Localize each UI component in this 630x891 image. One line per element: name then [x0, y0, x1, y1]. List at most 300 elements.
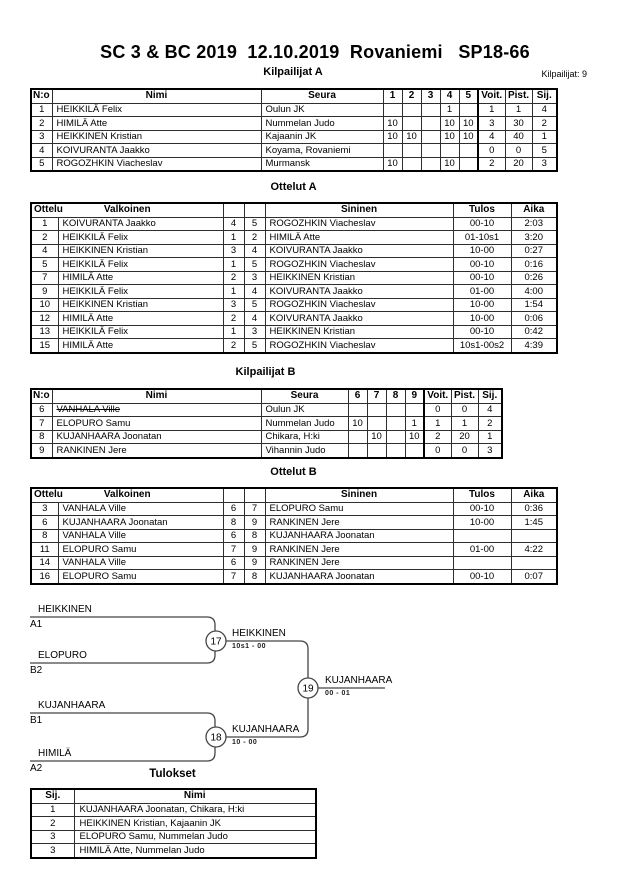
column-header: Aika: [511, 203, 557, 217]
table-cell: 3: [478, 117, 505, 131]
column-header: N:o: [31, 89, 52, 103]
table-cell: 12: [31, 312, 58, 326]
table-cell: RANKINEN Jere: [265, 556, 453, 570]
table-cell: 20: [451, 430, 478, 444]
table-cell: 9: [244, 543, 265, 557]
table-cell: [386, 403, 405, 417]
table-cell: 13: [31, 325, 58, 339]
table-cell: 10: [440, 130, 459, 144]
table-cell: 15: [31, 339, 58, 353]
column-header: 8: [386, 389, 405, 403]
table-cell: [402, 144, 421, 158]
table-cell: 00-10: [453, 502, 511, 516]
column-header: N:o: [31, 389, 52, 403]
table-cell: 6: [31, 516, 58, 530]
table-cell: 1: [451, 417, 478, 431]
table-cell: 1: [31, 103, 52, 117]
table-cell: 0:07: [511, 570, 557, 584]
table-cell: 2: [478, 157, 505, 171]
table-cell: 7: [223, 570, 244, 584]
table-cell: 30: [505, 117, 532, 131]
kilpailijat-a-table: [30, 88, 558, 172]
table-row: [31, 231, 557, 245]
bracket-winner-name: KUJANHAARA: [325, 675, 393, 686]
table-cell: 6: [223, 556, 244, 570]
table-cell: ROGOZHKIN Viacheslav: [265, 217, 453, 231]
medal-bracket: [25, 593, 445, 788]
table-cell: 4:22: [511, 543, 557, 557]
bracket-seed-label: A2: [30, 763, 43, 774]
table-cell: 8: [31, 430, 52, 444]
header-row: [31, 389, 502, 403]
table-cell: KUJANHAARA Joonatan: [58, 516, 223, 530]
column-header: Valkoinen: [103, 204, 151, 216]
page-title: SC 3 & BC 2019 12.10.2019 Rovaniemi SP18-66: [100, 42, 530, 62]
table-cell: 6: [223, 502, 244, 516]
table-cell: 1: [223, 285, 244, 299]
table-cell: KOIVURANTA Jaakko: [265, 285, 453, 299]
table-row: [31, 325, 557, 339]
table-cell: VANHALA Ville: [58, 502, 223, 516]
table-cell: 0: [478, 144, 505, 158]
table-cell: HEIKKILÄ Felix: [58, 285, 223, 299]
column-header: Aika: [511, 488, 557, 502]
table-cell: ELOPURO Samu: [52, 417, 261, 431]
table-cell: 10-00: [453, 516, 511, 530]
table-cell: HEIKKILÄ Felix: [58, 231, 223, 245]
bracket-seed-label: A1: [30, 619, 43, 630]
table-cell: 0:42: [511, 325, 557, 339]
table-row: [31, 157, 557, 171]
table-cell: 4: [244, 244, 265, 258]
competitors-count: Kilpailijat: 9: [541, 69, 587, 79]
bracket-slot-name: HEIKKINEN: [38, 604, 92, 615]
ottelut-b-body: [31, 502, 557, 584]
table-cell: 10: [31, 298, 58, 312]
column-header: 6: [348, 389, 367, 403]
table-cell: KOIVURANTA Jaakko: [58, 217, 223, 231]
table-cell: [453, 556, 511, 570]
table-cell: 1: [31, 217, 58, 231]
table-cell: 00-10: [453, 271, 511, 285]
table-cell: KOIVURANTA Jaakko: [265, 244, 453, 258]
table-cell: [367, 444, 386, 458]
table-cell: 2: [244, 231, 265, 245]
table-cell: [383, 103, 402, 117]
bracket-lines: [25, 593, 445, 788]
table-cell: HIMILÄ Atte: [265, 231, 453, 245]
table-cell: [511, 529, 557, 543]
table-cell: KUJANHAARA Joonatan: [265, 529, 453, 543]
table-cell: Chikara, H:ki: [261, 430, 348, 444]
table-cell: 4: [31, 244, 58, 258]
table-cell: 5: [244, 258, 265, 272]
table-cell: 6: [31, 403, 52, 417]
match-number: 18: [210, 732, 222, 744]
table-cell: 9: [31, 444, 52, 458]
table-cell: [459, 144, 478, 158]
table-cell: 3:20: [511, 231, 557, 245]
table-cell: [367, 417, 386, 431]
table-cell: ELOPURO Samu, Nummelan Judo: [74, 830, 316, 844]
table-cell: Nummelan Judo: [261, 417, 348, 431]
table-cell: 7: [31, 417, 52, 431]
table-cell: VANHALA Ville: [52, 403, 261, 417]
table-row: [31, 830, 316, 844]
table-cell: ROGOZHKIN Viacheslav: [265, 298, 453, 312]
table-cell: [383, 144, 402, 158]
table-cell: 3: [31, 844, 74, 858]
table-row: [31, 543, 557, 557]
table-row: [31, 217, 557, 231]
section-title-kilpailijat-b: Kilpailijat B: [235, 366, 296, 378]
table-cell: HIMILÄ Atte, Nummelan Judo: [74, 844, 316, 858]
table-cell: 0: [451, 444, 478, 458]
table-cell: 01-00: [453, 285, 511, 299]
table-cell: 2: [478, 417, 502, 431]
table-cell: 7: [31, 271, 58, 285]
column-header: [223, 203, 244, 217]
kilpailijat-b-table: [30, 388, 503, 459]
table-cell: HEIKKINEN Kristian: [58, 298, 223, 312]
table-row: [31, 244, 557, 258]
column-header: [223, 488, 244, 502]
table-cell: [402, 157, 421, 171]
table-cell: HIMILÄ Atte: [58, 271, 223, 285]
bracket-seed-label: B2: [30, 665, 43, 676]
column-header: 3: [421, 89, 440, 103]
table-cell: 0: [505, 144, 532, 158]
table-cell: 14: [31, 556, 58, 570]
bracket-slot-name: KUJANHAARA: [38, 700, 106, 711]
table-cell: [348, 430, 367, 444]
table-cell: 4: [244, 285, 265, 299]
table-cell: 2: [31, 117, 52, 131]
column-header: Seura: [261, 389, 348, 403]
table-cell: 3: [532, 157, 557, 171]
kilpailijat-b-body: [31, 403, 502, 458]
table-cell: 0:06: [511, 312, 557, 326]
column-header: 4: [440, 89, 459, 103]
table-row: [31, 803, 316, 817]
table-cell: [421, 130, 440, 144]
table-cell: 10: [383, 157, 402, 171]
table-cell: [421, 117, 440, 131]
column-header: Sij.: [532, 89, 557, 103]
table-cell: 10: [440, 117, 459, 131]
table-cell: 1: [478, 430, 502, 444]
table-cell: HEIKKINEN Kristian: [265, 271, 453, 285]
table-cell: ELOPURO Samu: [58, 570, 223, 584]
table-cell: 0: [424, 444, 451, 458]
table-cell: [421, 157, 440, 171]
table-cell: 00-10: [453, 325, 511, 339]
table-cell: HEIKKINEN Kristian, Kajaanin JK: [74, 817, 316, 831]
table-cell: [386, 444, 405, 458]
table-cell: RANKINEN Jere: [265, 543, 453, 557]
table-cell: 10-00: [453, 312, 511, 326]
table-cell: HIMILÄ Atte: [52, 117, 261, 131]
table-cell: 10: [459, 117, 478, 131]
table-cell: HEIKKINEN Kristian: [265, 325, 453, 339]
table-cell: [421, 144, 440, 158]
table-cell: 2: [223, 312, 244, 326]
table-cell: 4: [478, 403, 502, 417]
table-cell: [402, 103, 421, 117]
table-cell: 11: [31, 543, 58, 557]
table-cell: 4: [478, 130, 505, 144]
kilpailijat-a-body: [31, 103, 557, 171]
table-cell: 3: [244, 325, 265, 339]
table-row: [31, 430, 502, 444]
table-cell: 7: [223, 543, 244, 557]
table-cell: ELOPURO Samu: [265, 502, 453, 516]
table-cell: 1: [405, 417, 424, 431]
table-cell: [459, 157, 478, 171]
header-row: [31, 488, 557, 502]
ottelut-b-table: [30, 487, 558, 585]
table-row: [31, 556, 557, 570]
table-row: [31, 339, 557, 353]
bracket-match-score: 10 - 00: [232, 739, 258, 746]
column-header-group: [31, 488, 223, 502]
table-cell: 20: [505, 157, 532, 171]
table-cell: 9: [244, 516, 265, 530]
table-row: [31, 444, 502, 458]
table-row: [31, 271, 557, 285]
column-header: [244, 203, 265, 217]
table-cell: 1: [532, 130, 557, 144]
table-cell: 5: [31, 258, 58, 272]
column-header: Ottelu: [34, 204, 63, 215]
table-cell: 10: [405, 430, 424, 444]
table-cell: 9: [244, 556, 265, 570]
table-cell: Vihannin Judo: [261, 444, 348, 458]
table-cell: 8: [31, 529, 58, 543]
table-row: [31, 130, 557, 144]
column-header: [244, 488, 265, 502]
column-header: Pist.: [451, 389, 478, 403]
table-cell: 0: [451, 403, 478, 417]
table-row: [31, 516, 557, 530]
table-cell: [386, 417, 405, 431]
table-cell: KUJANHAARA Joonatan: [265, 570, 453, 584]
column-header: Pist.: [505, 89, 532, 103]
table-cell: [421, 103, 440, 117]
section-title-kilpailijat-a: Kilpailijat A: [263, 66, 323, 78]
column-header: Sij.: [478, 389, 502, 403]
table-cell: 1: [440, 103, 459, 117]
table-cell: KOIVURANTA Jaakko: [52, 144, 261, 158]
bracket-slot-name: HIMILÄ: [38, 748, 72, 759]
table-cell: 2: [223, 271, 244, 285]
table-cell: 2:03: [511, 217, 557, 231]
table-cell: 2: [223, 339, 244, 353]
table-cell: 1:54: [511, 298, 557, 312]
table-cell: 10: [367, 430, 386, 444]
bracket-match-score: 10s1 - 00: [232, 643, 267, 650]
table-cell: 00-10: [453, 570, 511, 584]
table-cell: 10: [402, 130, 421, 144]
table-cell: [405, 444, 424, 458]
table-row: [31, 502, 557, 516]
table-cell: 3: [31, 830, 74, 844]
table-cell: 0:36: [511, 502, 557, 516]
table-cell: 16: [31, 570, 58, 584]
table-cell: RANKINEN Jere: [265, 516, 453, 530]
table-cell: [402, 117, 421, 131]
table-cell: Murmansk: [261, 157, 383, 171]
bracket-match-score: 00 - 01: [325, 690, 351, 697]
table-cell: 1: [223, 258, 244, 272]
table-cell: 2: [31, 817, 74, 831]
column-header: Voit.: [478, 89, 505, 103]
table-row: [31, 312, 557, 326]
table-cell: 10-00: [453, 298, 511, 312]
table-cell: 8: [223, 516, 244, 530]
bracket-slot-name: ELOPURO: [38, 650, 87, 661]
table-cell: ROGOZHKIN Viacheslav: [52, 157, 261, 171]
table-cell: VANHALA Ville: [58, 529, 223, 543]
column-header: Valkoinen: [103, 489, 151, 501]
table-cell: 5: [31, 157, 52, 171]
table-cell: 1: [478, 103, 505, 117]
table-row: [31, 285, 557, 299]
header-row: [31, 789, 316, 803]
table-cell: 1: [424, 417, 451, 431]
column-header: Tulos: [453, 488, 511, 502]
column-header: Seura: [261, 89, 383, 103]
bracket-seed-label: B1: [30, 715, 43, 726]
table-cell: HIMILÄ Atte: [58, 312, 223, 326]
column-header: 1: [383, 89, 402, 103]
table-cell: 4: [244, 312, 265, 326]
table-cell: 0: [424, 403, 451, 417]
table-cell: HEIKKILÄ Felix: [58, 258, 223, 272]
table-cell: [453, 529, 511, 543]
section-title-ottelut-b: Ottelut B: [270, 466, 317, 478]
table-cell: [348, 444, 367, 458]
column-header: 5: [459, 89, 478, 103]
ottelut-a-table: [30, 202, 558, 354]
table-cell: 1: [31, 803, 74, 817]
table-cell: 3: [31, 502, 58, 516]
table-cell: 8: [244, 570, 265, 584]
table-row: [31, 258, 557, 272]
table-cell: [405, 403, 424, 417]
table-cell: Oulun JK: [261, 103, 383, 117]
table-cell: Kajaanin JK: [261, 130, 383, 144]
column-header: Sininen: [265, 203, 453, 217]
table-cell: 4:39: [511, 339, 557, 353]
table-cell: [367, 403, 386, 417]
table-cell: KOIVURANTA Jaakko: [265, 312, 453, 326]
table-cell: 7: [244, 502, 265, 516]
table-cell: 01-10s1: [453, 231, 511, 245]
table-cell: 1: [223, 325, 244, 339]
table-cell: 3: [31, 130, 52, 144]
table-cell: 4: [532, 103, 557, 117]
table-cell: ROGOZHKIN Viacheslav: [265, 258, 453, 272]
table-row: [31, 817, 316, 831]
header-row: [31, 203, 557, 217]
table-cell: 2: [424, 430, 451, 444]
table-cell: HEIKKILÄ Felix: [52, 103, 261, 117]
table-cell: Oulun JK: [261, 403, 348, 417]
table-cell: [440, 144, 459, 158]
table-cell: 5: [244, 217, 265, 231]
table-cell: KUJANHAARA Joonatan, Chikara, H:ki: [74, 803, 316, 817]
table-row: [31, 144, 557, 158]
table-cell: 1: [223, 231, 244, 245]
column-header: Ottelu: [34, 489, 63, 500]
table-cell: 6: [223, 529, 244, 543]
table-cell: HEIKKILÄ Felix: [58, 325, 223, 339]
table-row: [31, 844, 316, 858]
table-cell: [386, 430, 405, 444]
column-header: Nimi: [74, 789, 316, 803]
table-cell: 4: [223, 217, 244, 231]
table-cell: [511, 556, 557, 570]
table-cell: RANKINEN Jere: [52, 444, 261, 458]
table-cell: 0:26: [511, 271, 557, 285]
table-cell: 10: [440, 157, 459, 171]
table-cell: 5: [244, 339, 265, 353]
table-cell: 10: [383, 117, 402, 131]
column-header: Nimi: [52, 89, 261, 103]
table-cell: HEIKKINEN Kristian: [58, 244, 223, 258]
table-cell: 3: [244, 271, 265, 285]
table-row: [31, 417, 502, 431]
column-header: Nimi: [52, 389, 261, 403]
table-cell: 0:27: [511, 244, 557, 258]
table-cell: [459, 103, 478, 117]
table-cell: Nummelan Judo: [261, 117, 383, 131]
table-cell: 2: [532, 117, 557, 131]
header-row: [31, 89, 557, 103]
column-header: 2: [402, 89, 421, 103]
table-cell: 00-10: [453, 258, 511, 272]
table-cell: 4: [31, 144, 52, 158]
table-cell: 00-10: [453, 217, 511, 231]
table-cell: 40: [505, 130, 532, 144]
match-number: 19: [302, 683, 314, 695]
table-cell: ELOPURO Samu: [58, 543, 223, 557]
tulokset-body: [31, 803, 316, 858]
table-cell: 0:16: [511, 258, 557, 272]
ottelut-a-body: [31, 217, 557, 353]
tulokset-table: [30, 788, 317, 859]
table-cell: 3: [223, 244, 244, 258]
table-row: [31, 570, 557, 584]
table-cell: [348, 403, 367, 417]
table-cell: 10: [348, 417, 367, 431]
column-header: Voit.: [424, 389, 451, 403]
section-title-ottelut-a: Ottelut A: [270, 181, 317, 193]
table-cell: VANHALA Ville: [58, 556, 223, 570]
table-cell: 3: [478, 444, 502, 458]
match-number: 17: [210, 636, 222, 648]
table-cell: 2: [31, 231, 58, 245]
table-cell: 10: [383, 130, 402, 144]
table-cell: 5: [244, 298, 265, 312]
table-cell: ROGOZHKIN Viacheslav: [265, 339, 453, 353]
table-cell: HIMILÄ Atte: [58, 339, 223, 353]
table-cell: Koyama, Rovaniemi: [261, 144, 383, 158]
table-cell: 4:00: [511, 285, 557, 299]
table-cell: 8: [244, 529, 265, 543]
table-cell: 01-00: [453, 543, 511, 557]
